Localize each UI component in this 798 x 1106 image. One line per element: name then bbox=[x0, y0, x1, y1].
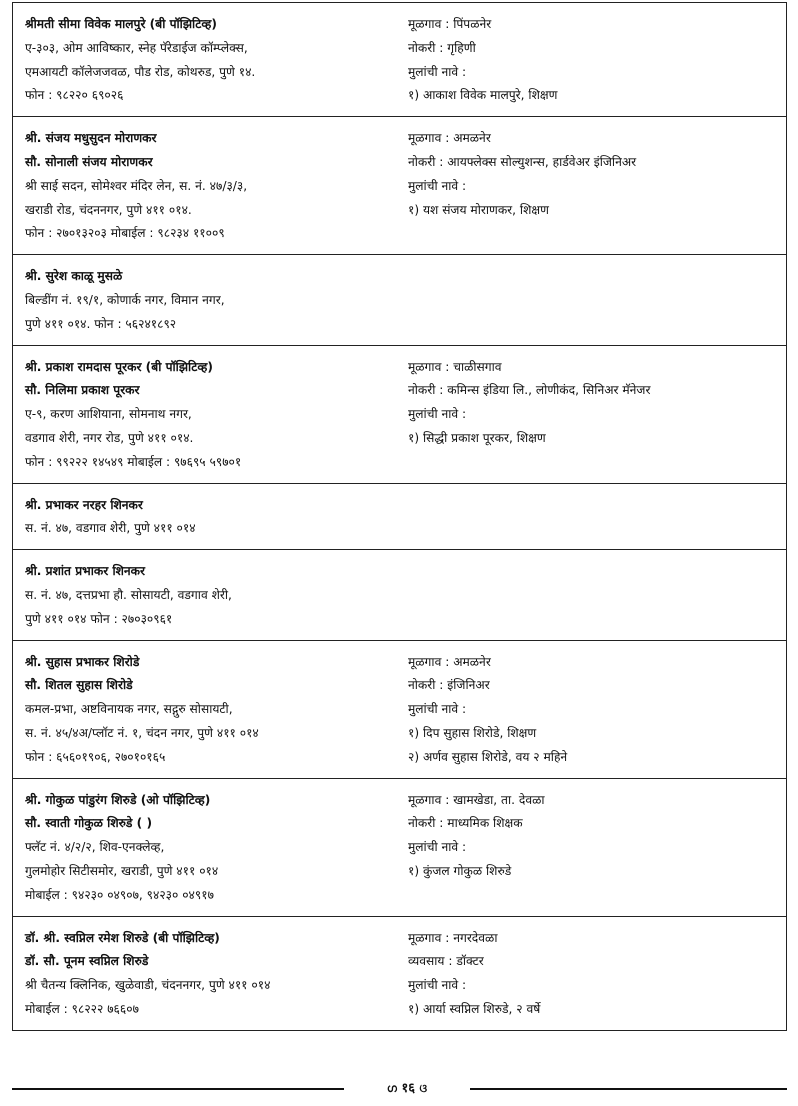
entry-info-line: मुलांची नावे : bbox=[408, 702, 467, 717]
entries-list bbox=[12, 2, 787, 1031]
entry-info-column bbox=[408, 13, 774, 108]
entry-info-line: मुलांची नावे : bbox=[408, 407, 467, 422]
entry-contact-column bbox=[25, 127, 408, 246]
entry-detail-line: मोबाईल : ९८२२२ ७६६०७ bbox=[25, 1001, 139, 1016]
entry-info-line: मूळगाव : नगरदेवळा bbox=[408, 930, 498, 945]
entry-detail-line: स. नं. ४७, दत्तप्रभा हौ. सोसायटी, वडगाव शेरी, bbox=[25, 587, 232, 602]
page-footer bbox=[12, 1079, 787, 1099]
entry-info-line: मूळगाव : खामखेडा, ता. देवळा bbox=[408, 792, 545, 807]
entry-contact-column bbox=[25, 651, 408, 770]
entry-contact-column bbox=[25, 789, 408, 908]
entry-name-line: श्री. गोकुळ पांडुरंग शिरुडे (ओ पॉझिटिव्ह) bbox=[25, 792, 211, 807]
entry-name-line: डॉ. सौ. पूनम स्वप्निल शिरुडे bbox=[25, 954, 149, 969]
entry-detail-line: मोबाईल : ९४२३० ०४९०७, ९४२३० ०४९१७ bbox=[25, 887, 214, 902]
entry-name-line: सौ. सोनाली संजय मोराणकर bbox=[25, 154, 153, 169]
entry-info-column bbox=[408, 789, 774, 908]
entry-detail-line: बिल्डींग नं. १९/१, कोणार्क नगर, विमान नगर, bbox=[25, 292, 225, 307]
entry-info-line: मुलांची नावे : bbox=[408, 978, 467, 993]
entry-name-line: श्री. प्रभाकर नरहर शिनकर bbox=[25, 497, 143, 512]
entry-detail-line: फ्लॅट नं. ४/२/२, शिव-एनक्लेव्ह, bbox=[25, 840, 165, 855]
entry-info-line: १) कुंजल गोकुळ शिरुडे bbox=[408, 863, 512, 878]
entry-info-line: मुलांची नावे : bbox=[408, 178, 467, 193]
directory-entry bbox=[12, 917, 787, 1031]
directory-entry bbox=[12, 117, 787, 255]
entry-info-line: व्यवसाय : डॉक्टर bbox=[408, 954, 484, 969]
entry-info-line: नोकरी : माध्यमिक शिक्षक bbox=[408, 816, 523, 831]
directory-entry bbox=[12, 779, 787, 917]
entry-detail-line: एमआयटी कॉलेजजवळ, पौड रोड, कोथरुड, पुणे १४. bbox=[25, 64, 256, 79]
entry-contact-column bbox=[25, 13, 408, 108]
entry-info-line: नोकरी : कमिन्स इंडिया लि., लोणीकंद, सिनिअर मॅनेजर bbox=[408, 383, 651, 398]
entry-info-line: १) दिप सुहास शिरोडे, शिक्षण bbox=[408, 725, 537, 740]
entry-contact-column bbox=[25, 927, 408, 1022]
directory-entry bbox=[12, 641, 787, 779]
entry-name-line: श्री. प्रकाश रामदास पूरकर (बी पॉझिटिव्ह) bbox=[25, 359, 213, 374]
entry-name-line: श्री. संजय मधुसुदन मोराणकर bbox=[25, 131, 157, 146]
footer-ornament-right: ଓ bbox=[419, 1082, 428, 1095]
entry-info-line: मूळगाव : अमळनेर bbox=[408, 654, 491, 669]
entry-detail-line: कमल-प्रभा, अष्टविनायक नगर, सद्गुरु सोसायटी, bbox=[25, 702, 233, 717]
entry-info-line: १) सिद्धी प्रकाश पूरकर, शिक्षण bbox=[408, 430, 546, 445]
entry-info-line: २) अर्णव सुहास शिरोडे, वय २ महिने bbox=[408, 749, 568, 764]
entry-info-line: मूळगाव : पिंपळनेर bbox=[408, 17, 492, 31]
entry-detail-line: पुणे ४११ ०१४ फोन : २७०३०९६१ bbox=[25, 611, 173, 626]
entry-detail-line: फोन : ९९२२२ १४५४९ मोबाईल : ९७६९५ ५९७०१ bbox=[25, 454, 242, 469]
entry-info-line: मुलांची नावे : bbox=[408, 840, 467, 855]
entry-info-line: नोकरी : गृहिणी bbox=[408, 40, 476, 55]
entry-name-line: सौ. स्वाती गोकुळ शिरुडे ( ) bbox=[25, 816, 153, 831]
directory-entry bbox=[12, 2, 787, 117]
entry-contact-column bbox=[25, 494, 408, 542]
entry-contact-column bbox=[25, 356, 408, 475]
directory-entry bbox=[12, 550, 787, 640]
entry-info-column bbox=[408, 127, 774, 246]
entry-info-line: नोकरी : इंजिनिअर bbox=[408, 678, 490, 693]
entry-detail-line: गुलमोहोर सिटीसमोर, खराडी, पुणे ४११ ०१४ bbox=[25, 863, 219, 878]
footer-ornament-left: ഗ bbox=[386, 1082, 397, 1095]
entry-detail-line: ए-९, करण आशियाना, सोमनाथ नगर, bbox=[25, 407, 192, 422]
entry-detail-line: पुणे ४११ ०१४. फोन : ५६२४१८९२ bbox=[25, 316, 177, 331]
entry-detail-line: फोन : ६५६०१९०६, २७०१०१६५ bbox=[25, 749, 166, 764]
entry-info-line: मुलांची नावे : bbox=[408, 64, 467, 79]
entry-info-line: नोकरी : आयफ्लेक्स सोल्युशन्स, हार्डवेअर इंजिनिअर bbox=[408, 154, 637, 169]
entry-name-line: श्री. प्रशांत प्रभाकर शिनकर bbox=[25, 564, 146, 579]
entry-info-line: मूळगाव : अमळनेर bbox=[408, 131, 491, 146]
page-number-group bbox=[344, 1079, 470, 1099]
entry-name-line: सौ. शितल सुहास शिरोडे bbox=[25, 678, 133, 693]
entry-info-column bbox=[408, 927, 774, 1022]
entry-name-line: श्री. सुरेश काळू मुसळे bbox=[25, 269, 123, 284]
entry-detail-line: ए-३०३, ओम आविष्कार, स्नेह पॅरेडाईज कॉम्प्लेक्स, bbox=[25, 40, 248, 55]
entry-detail-line: फोन : ९८२२० ६९०२६ bbox=[25, 88, 124, 103]
directory-page bbox=[12, 2, 787, 1031]
page-number: १६ bbox=[401, 1081, 415, 1096]
entry-info-column bbox=[408, 560, 774, 631]
entry-info-line: १) यश संजय मोराणकर, शिक्षण bbox=[408, 202, 549, 217]
directory-entry bbox=[12, 484, 787, 551]
directory-entry bbox=[12, 255, 787, 345]
entry-detail-line: स. नं. ४७, वडगाव शेरी, पुणे ४११ ०१४ bbox=[25, 521, 196, 536]
entry-info-column bbox=[408, 356, 774, 475]
entry-info-column bbox=[408, 494, 774, 542]
entry-name-line: डॉ. श्री. स्वप्निल रमेश शिरुडे (बी पॉझिटिव्ह) bbox=[25, 930, 220, 945]
entry-name-line: श्रीमती सीमा विवेक मालपुरे (बी पॉझिटिव्ह) bbox=[25, 17, 217, 31]
directory-entry bbox=[12, 346, 787, 484]
entry-info-column bbox=[408, 265, 774, 336]
entry-name-line: सौ. निलिमा प्रकाश पूरकर bbox=[25, 383, 140, 398]
entry-detail-line: श्री साई सदन, सोमेश्वर मंदिर लेन, स. नं. ४७/३/३, bbox=[25, 178, 248, 193]
footer-rule-left bbox=[12, 1088, 344, 1090]
entry-detail-line: श्री चैतन्य क्लिनिक, खुळेवाडी, चंदननगर, पुणे ४११ ०१४ bbox=[25, 978, 271, 993]
entry-contact-column bbox=[25, 560, 408, 631]
entry-detail-line: स. नं. ४५/४अ/प्लॉट नं. १, चंदन नगर, पुणे ४११ ०१४ bbox=[25, 725, 259, 740]
entry-detail-line: खराडी रोड, चंदननगर, पुणे ४११ ०१४. bbox=[25, 202, 192, 217]
entry-detail-line: फोन : २७०१३२०३ मोबाईल : ९८२३४ ११००९ bbox=[25, 226, 225, 241]
footer-rule-right bbox=[470, 1088, 787, 1090]
entry-info-column bbox=[408, 651, 774, 770]
entry-info-line: मूळगाव : चाळीसगाव bbox=[408, 359, 502, 374]
entry-detail-line: वडगाव शेरी, नगर रोड, पुणे ४११ ०१४. bbox=[25, 430, 194, 445]
entry-info-line: १) आर्या स्वप्निल शिरुडे, २ वर्षे bbox=[408, 1001, 541, 1016]
entry-contact-column bbox=[25, 265, 408, 336]
entry-name-line: श्री. सुहास प्रभाकर शिरोडे bbox=[25, 654, 140, 669]
entry-info-line: १) आकाश विवेक मालपुरे, शिक्षण bbox=[408, 88, 558, 103]
